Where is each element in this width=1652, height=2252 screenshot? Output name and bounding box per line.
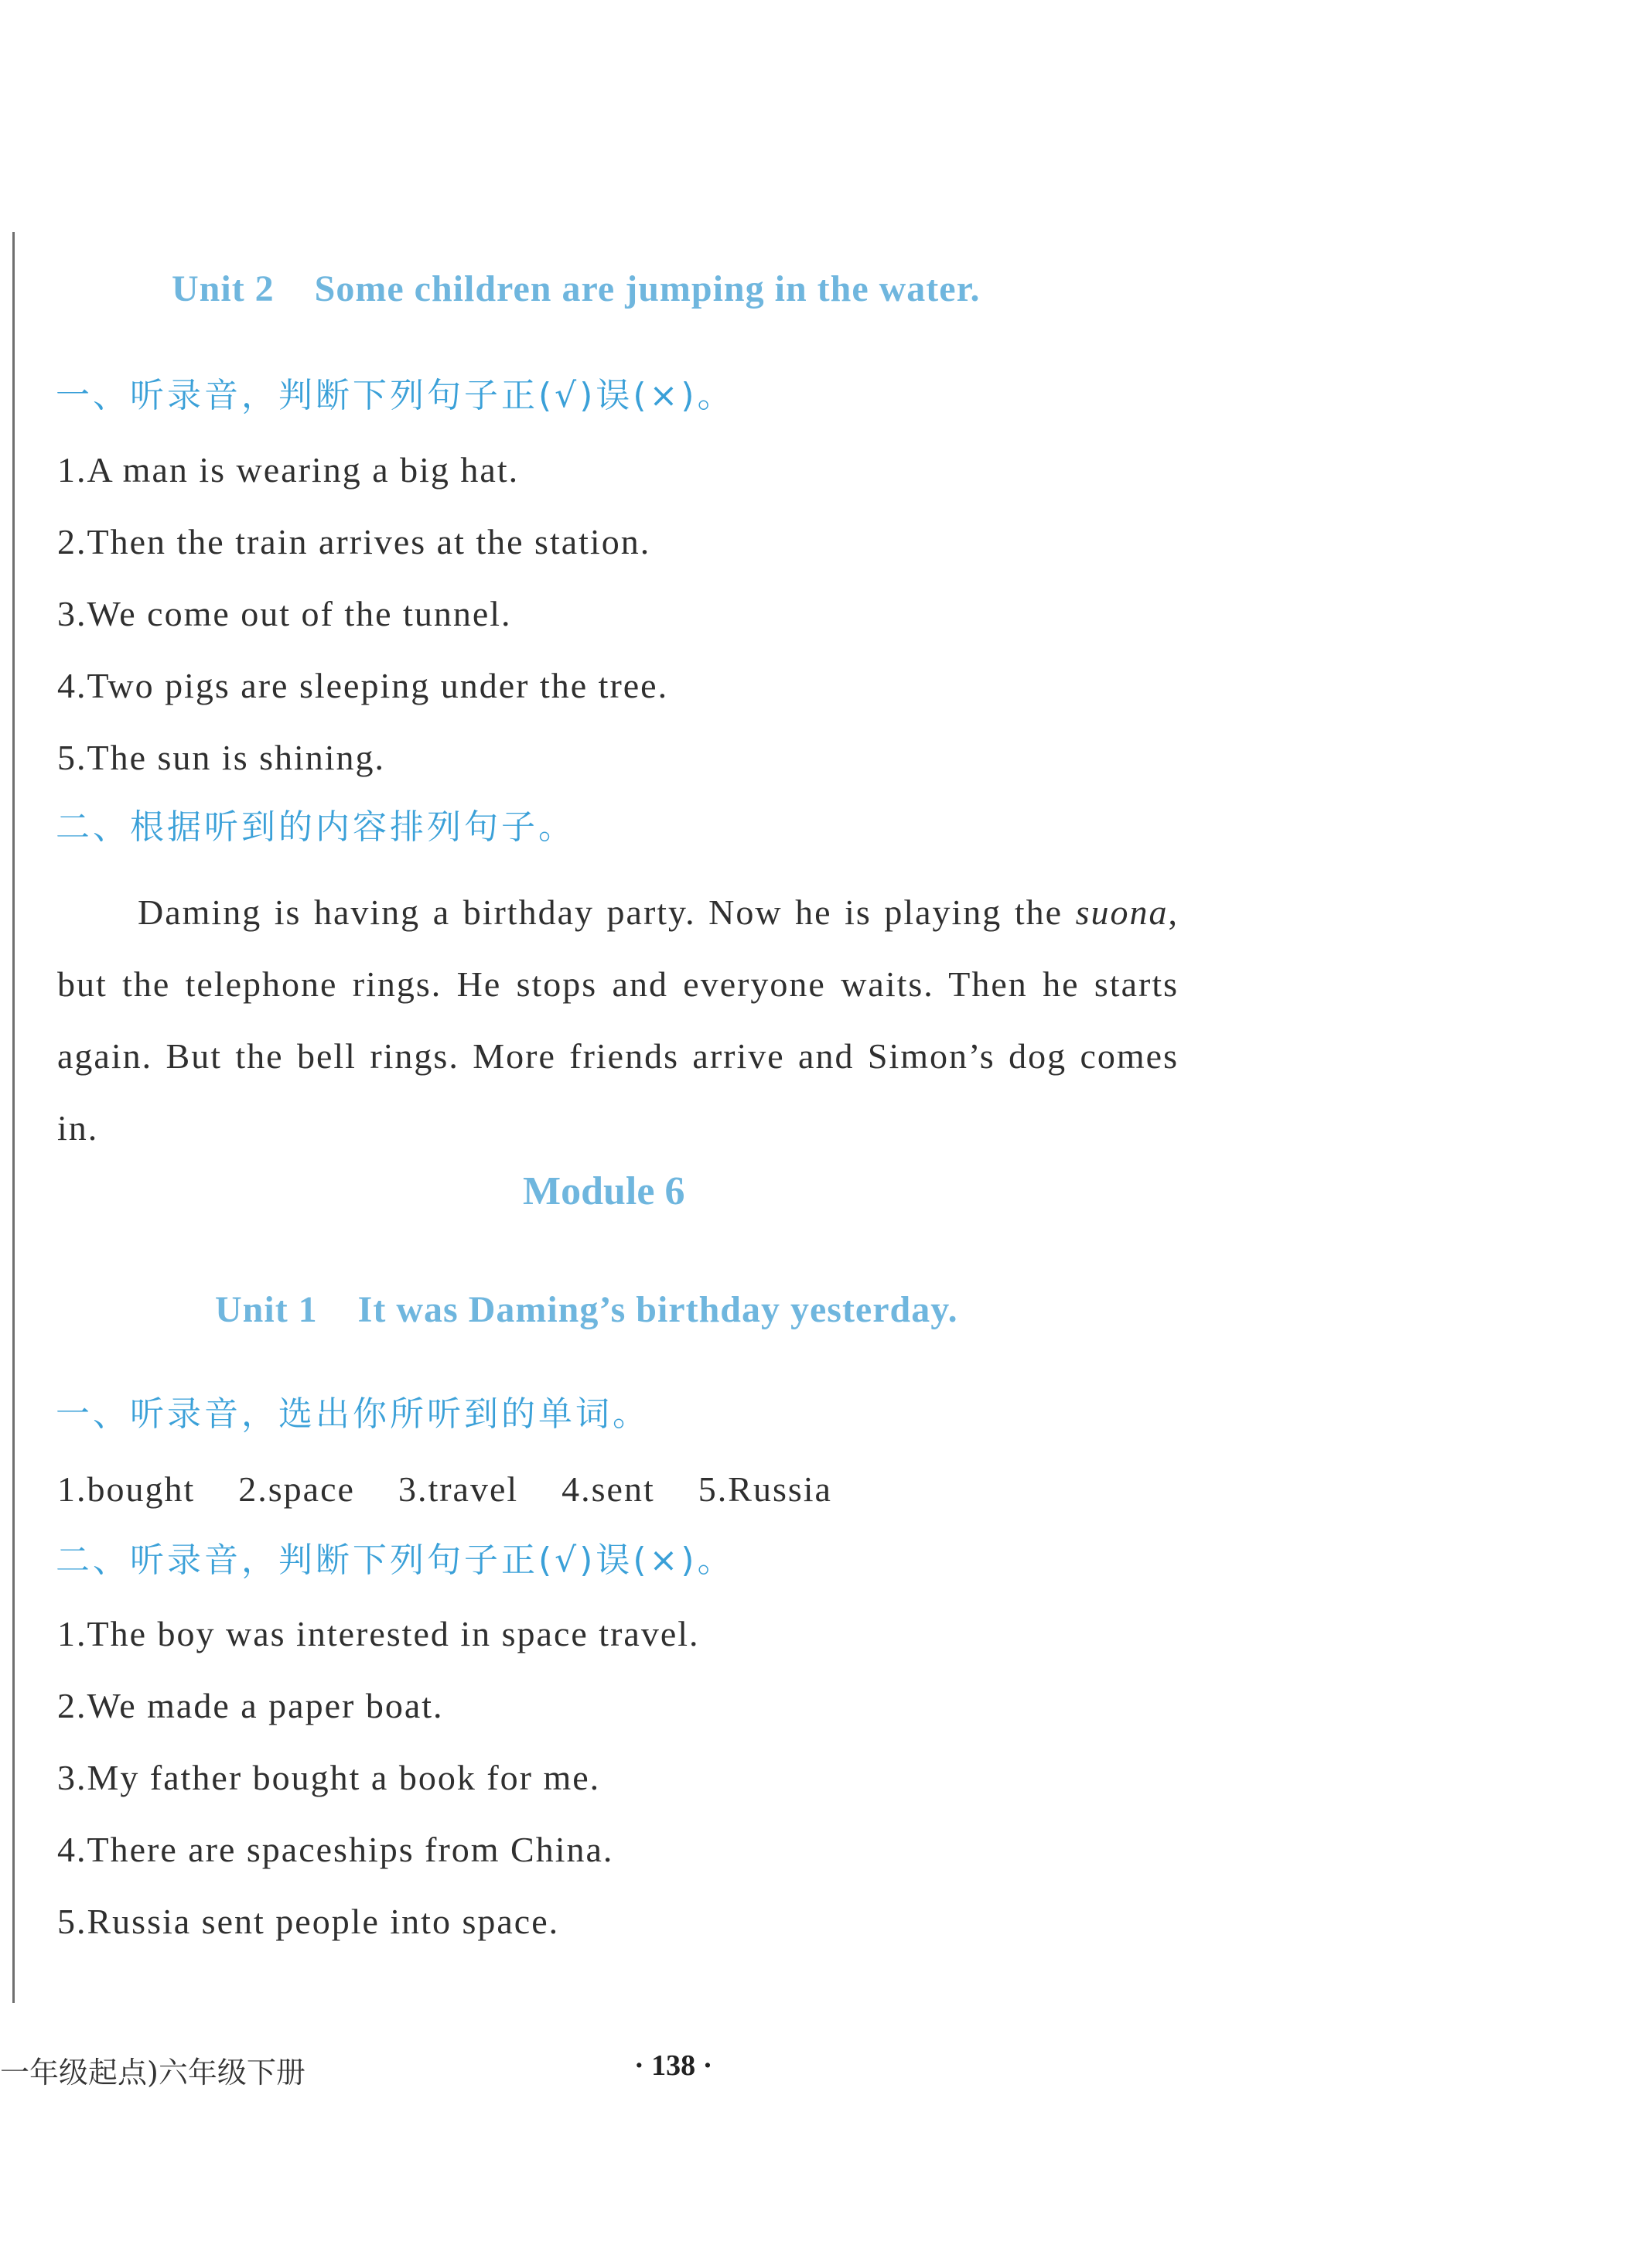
paragraph-italic-word: suona (1075, 892, 1169, 932)
word-item: 1.bought (57, 1469, 196, 1509)
unit2-s1-item-1: 1.A man is wearing a big hat. (57, 450, 520, 490)
unit2-title: Unit 2 Some children are jumping in the water. (172, 268, 981, 309)
unit2-section1-heading: 一、听录音，判断下列句子正(√)误(×)。 (56, 376, 735, 415)
module6-title: Module 6 (523, 1169, 685, 1213)
unit2-s1-item-2: 2.Then the train arrives at the station. (57, 522, 651, 561)
unit2-section2-heading: 二、根据听到的内容排列句子。 (56, 807, 575, 847)
paragraph-text-1: Daming is having a birthday party. Now he is playing the (138, 892, 1076, 932)
unit2-s1-item-4: 4.Two pigs are sleeping under the tree. (57, 666, 669, 705)
m6u1-s2-item-1: 1.The boy was interested in space travel. (57, 1614, 700, 1653)
m6u1-word-list (57, 1469, 875, 1509)
paragraph-text-2: , but the telephone rings. He stops and everyone waits. Then he starts again. But the bell rings. More friends arrive and Simon’s dog comes in. (57, 892, 1179, 1148)
page-edge-line (12, 232, 15, 2003)
unit2-listening-paragraph (57, 876, 1179, 1164)
m6u1-s2-item-5: 5.Russia sent people into space. (57, 1902, 560, 1941)
word-item: 5.Russia (698, 1469, 832, 1509)
m6u1-s2-item-3: 3.My father bought a book for me. (57, 1758, 601, 1797)
m6u1-section2-heading: 二、听录音，判断下列句子正(√)误(×)。 (56, 1541, 735, 1580)
word-item: 3.travel (398, 1469, 519, 1509)
module6-unit1-title: Unit 1 It was Daming’s birthday yesterday. (215, 1289, 958, 1330)
word-item: 2.space (238, 1469, 355, 1509)
footer-book-label: 一年级起点)六年级下册 (0, 2056, 305, 2090)
m6u1-s2-item-2: 2.We made a paper boat. (57, 1686, 444, 1725)
unit2-s1-item-3: 3.We come out of the tunnel. (57, 594, 512, 633)
m6u1-section1-heading: 一、听录音，选出你所听到的单词。 (56, 1394, 650, 1434)
page-number: · 138 · (634, 2049, 713, 2082)
word-item: 4.sent (561, 1469, 655, 1509)
m6u1-s2-item-4: 4.There are spaceships from China. (57, 1830, 614, 1869)
unit2-s1-item-5: 5.The sun is shining. (57, 738, 386, 777)
